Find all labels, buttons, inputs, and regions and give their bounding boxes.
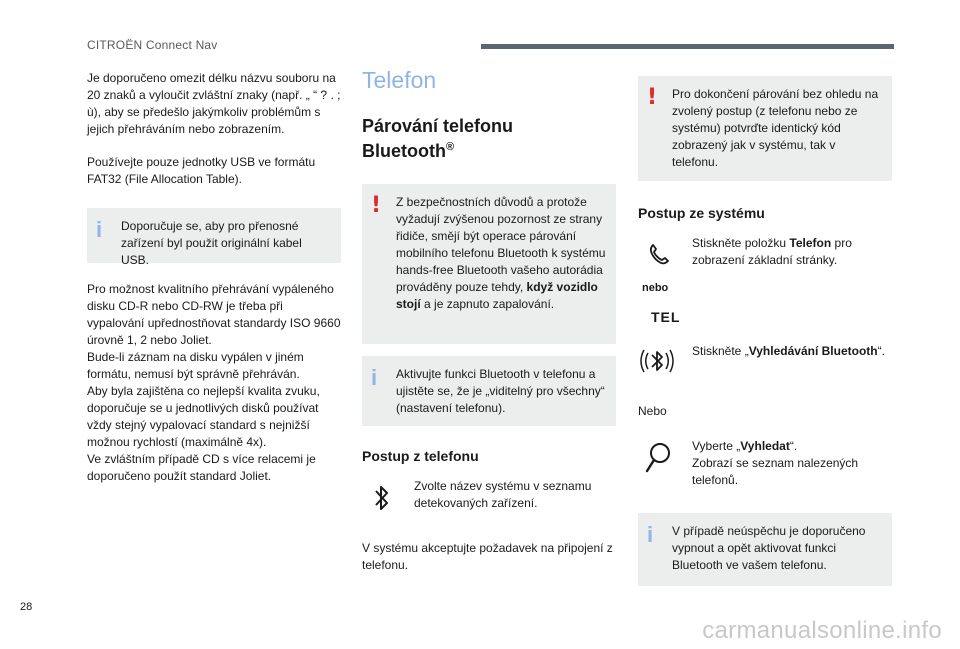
warning-text: Pro dokončení párování bez ohledu na zvolený postup (z telefonu nebo ze systému) potvrďte identický kód zobrazený jak v systému, tak v telefonu. xyxy=(672,87,879,169)
step-select-system xyxy=(362,478,616,518)
info-box-cable xyxy=(87,208,341,267)
info-text: V případě neúspěchu je doporučeno vypnout a opět aktivovat funkci Bluetooth ve vašem telefonu. xyxy=(672,524,866,572)
paragraph-cd-multisession: Ve zvláštním případě CD s více relacemi je doporučeno použít standard Joliet. xyxy=(87,452,316,483)
cd-paragraphs xyxy=(87,281,341,485)
info-icon: i xyxy=(96,217,103,242)
info-icon: i xyxy=(371,365,378,390)
column-3 xyxy=(638,60,892,586)
warning-box-safety xyxy=(362,184,616,344)
warning-box-code xyxy=(638,76,892,181)
paragraph-filename: Je doporučeno omezit délku názvu souboru na 20 znaků a vyloučit zvláštní znaky (např. „ “ ? . ; ù), aby se předešlo jakýmkoliv problémům s jejich přehráváním nebo zobrazením. xyxy=(87,71,341,136)
heading-from-system: Postup ze systému xyxy=(638,205,765,221)
header-bar xyxy=(481,44,894,49)
phone-icon xyxy=(638,235,678,275)
paragraph-cd-standards: Pro možnost kvalitního přehrávání vypáleného disku CD-R nebo CD-RW je třeba při vypalování upřednostňovat standardy ISO 9660 úrovně 1, 2 nebo Joliet. xyxy=(87,282,341,347)
watermark: carmanualsonline.info xyxy=(702,617,942,644)
step-press-phone xyxy=(638,235,892,297)
step-search xyxy=(638,438,892,489)
column-1 xyxy=(87,60,341,485)
page-number: 28 xyxy=(20,601,33,613)
info-text: Doporučuje se, aby pro přenosné zařízení byl použit originální kabel USB. xyxy=(121,219,302,267)
heading-from-phone: Postup z telefonu xyxy=(362,448,479,464)
warning-text: Z bezpečnostních důvodů a protože vyžadují zvýšenou pozornost ze strany řidiče, smějí být operace párování mobilního telefonu Bluetooth k systému hands-free Bluetooth vašeho autorádia prováděny pouze tehdy, když vozidlo stojí a je zapnuto zapalování. xyxy=(396,195,606,311)
step-text: Stiskněte „Vyhledávání Bluetooth“. xyxy=(692,344,885,358)
warning-icon: ! xyxy=(371,193,382,218)
info-text: Aktivujte funkci Bluetooth v telefonu a ujistěte se, že je „viditelný pro všechny“ (nastavení telefonu). xyxy=(396,367,605,415)
tel-button-label: TEL xyxy=(651,309,681,325)
step-text: Vyberte „Vyhledat“. Zobrazí se seznam nalezených telefonů. xyxy=(692,439,859,487)
info-icon: i xyxy=(647,522,654,547)
paragraph-usb-format: Používejte pouze jednotky USB ve formátu FAT32 (File Allocation Table). xyxy=(87,155,316,186)
step-bluetooth-search xyxy=(638,341,892,381)
nebo-label: nebo xyxy=(642,282,669,294)
bluetooth-search-icon xyxy=(638,341,678,381)
step-text: Stiskněte položku Telefon pro zobrazení základní stránky. xyxy=(692,236,852,267)
info-box-visibility xyxy=(362,356,616,426)
step-text: Zvolte název systému v seznamu detekovaných zařízení. xyxy=(414,479,592,510)
info-box-failure xyxy=(638,513,892,586)
running-header: CITROËN Connect Nav xyxy=(87,38,218,52)
column-2 xyxy=(362,60,616,574)
bluetooth-icon xyxy=(362,478,402,518)
magnifier-icon xyxy=(638,438,678,478)
heading-bluetooth-pairing: Párování telefonu Bluetooth® xyxy=(362,116,514,161)
section-title: Telefon xyxy=(362,67,437,93)
paragraph-cd-format: Bude-li záznam na disku vypálen v jiném formátu, nemusí být správně přehráván. xyxy=(87,350,304,381)
paragraph-cd-quality: Aby byla zajištěna co nejlepší kvalita zvuku, doporučuje se u jednotlivých disků používat vždy stejný vypalovací standard s nejnižší možnou rychlostí (maximálně 4x). xyxy=(87,384,320,449)
nebo-text: Nebo xyxy=(638,404,667,418)
paragraph-accept: V systému akceptujte požadavek na připojení z telefonu. xyxy=(362,541,613,572)
warning-icon: ! xyxy=(647,85,658,110)
